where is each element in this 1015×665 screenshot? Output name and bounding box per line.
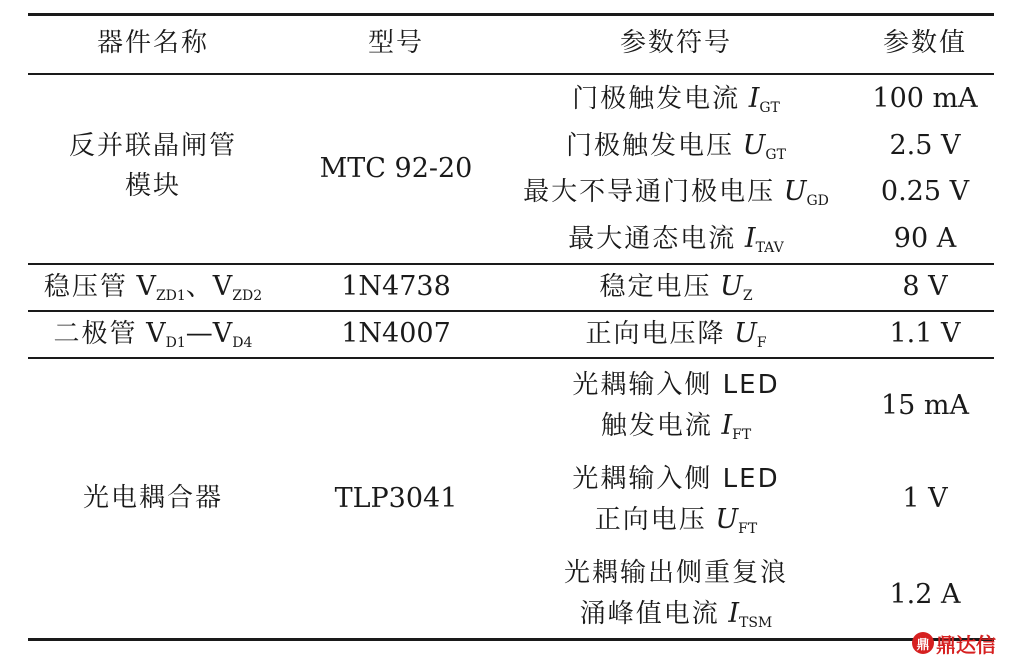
param-sym: U	[783, 176, 807, 207]
param-value: 15 mA	[880, 390, 970, 421]
param-value: 0.25 V	[880, 176, 970, 207]
header-model: 型号	[367, 28, 424, 58]
param-sym: I	[744, 223, 756, 254]
param-sym: I	[748, 83, 760, 114]
param-sub: TAV	[755, 240, 784, 256]
param-symbol-line: 光耦输入侧 LED	[572, 464, 780, 494]
param-sub: FT	[732, 427, 752, 443]
designator-sub: D4	[232, 335, 253, 351]
param-symbol	[496, 220, 856, 258]
param-symbol	[496, 173, 856, 211]
param-label: 门极触发电压	[566, 131, 735, 161]
row-rule	[28, 357, 994, 359]
designator-sub: ZD1	[155, 288, 186, 304]
device-model: MTC 92-20	[319, 153, 473, 184]
param-sub: GD	[806, 193, 829, 209]
param-label: 正向电压	[594, 505, 707, 535]
param-sub: FT	[738, 521, 758, 537]
param-symbol	[496, 595, 856, 633]
param-symbol	[496, 407, 856, 445]
param-symbol	[496, 127, 856, 165]
param-label: 正向电压降	[585, 319, 726, 349]
device-name: 模块	[124, 171, 181, 201]
param-value: 90 A	[893, 223, 957, 254]
param-sym: I	[728, 598, 739, 629]
param-sub: Z	[742, 288, 753, 304]
param-symbol	[496, 501, 856, 539]
watermark-text: 鼎达信	[936, 632, 996, 657]
table-top-rule	[28, 13, 994, 16]
device-name	[28, 268, 278, 306]
param-value: 8 V	[902, 271, 948, 302]
device-name	[28, 315, 278, 353]
separator: 、	[185, 271, 213, 302]
param-symbol-line: 光耦输入侧 LED	[572, 370, 780, 400]
param-sub: TSM	[739, 615, 773, 631]
param-label: 触发电流	[600, 411, 713, 441]
param-value: 100 mA	[872, 83, 978, 114]
param-sym: U	[742, 130, 766, 161]
device-name: 反并联晶闸管	[68, 131, 237, 161]
device-model: 1N4007	[341, 318, 451, 349]
param-sym: U	[715, 504, 739, 535]
table-bottom-rule	[28, 638, 994, 641]
param-value: 1.2 A	[889, 579, 961, 610]
param-label: 最大不导通门极电压	[523, 177, 776, 207]
row-rule	[28, 310, 994, 312]
designator: V	[136, 271, 156, 302]
separator: —	[185, 318, 213, 349]
param-sub: F	[756, 335, 767, 351]
header-param-value: 参数值	[882, 28, 967, 58]
param-sym: U	[720, 271, 743, 302]
designator: V	[212, 271, 233, 302]
param-label: 门极触发电流	[572, 84, 741, 114]
designator-sub: D1	[165, 335, 186, 351]
param-symbol-line: 光耦输出侧重复浪	[563, 558, 788, 588]
header-device-name: 器件名称	[96, 28, 209, 58]
device-model: 1N4738	[341, 271, 451, 302]
row-rule	[28, 263, 994, 265]
device-name-text: 二极管	[53, 319, 138, 349]
param-sym: U	[734, 318, 757, 349]
watermark-logo	[912, 630, 996, 656]
logo-icon: 鼎	[912, 632, 934, 654]
device-model: TLP3041	[334, 483, 458, 514]
designator: V	[146, 318, 166, 349]
param-value: 1.1 V	[889, 318, 961, 349]
param-sub: GT	[759, 100, 780, 116]
param-value: 2.5 V	[889, 130, 961, 161]
designator: V	[212, 318, 233, 349]
param-value: 1 V	[902, 483, 948, 514]
param-label: 涌峰值电流	[579, 599, 720, 629]
header-rule	[28, 73, 994, 75]
param-symbol	[496, 315, 856, 353]
param-symbol	[496, 80, 856, 118]
device-name: 光电耦合器	[82, 483, 223, 513]
param-sub: GT	[765, 147, 786, 163]
param-symbol	[496, 268, 856, 306]
header-param-symbol: 参数符号	[619, 28, 732, 58]
param-label: 最大通态电流	[568, 224, 737, 254]
designator-sub: ZD2	[232, 288, 263, 304]
param-sym: I	[721, 410, 733, 441]
device-name-text: 稳压管	[43, 272, 128, 302]
param-label: 稳定电压	[599, 272, 712, 302]
